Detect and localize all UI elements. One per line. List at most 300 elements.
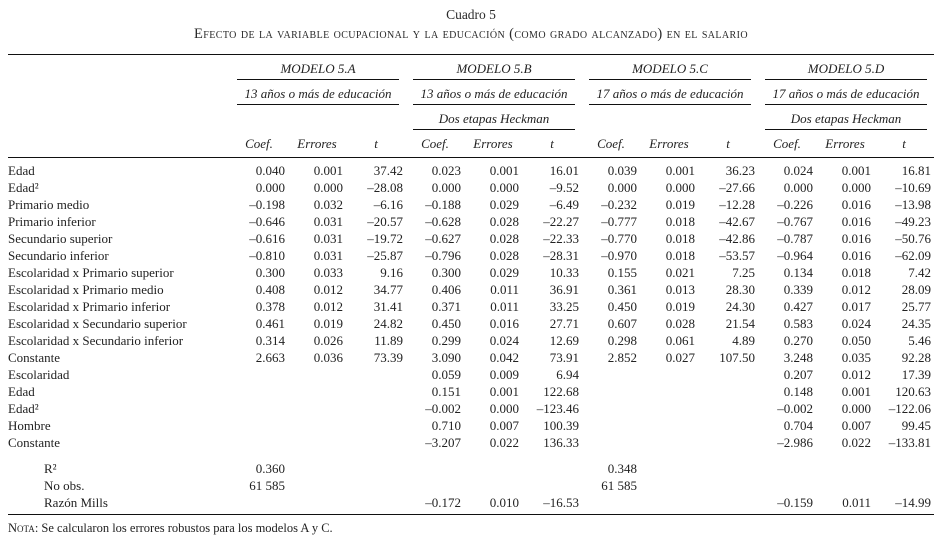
value-cell bbox=[582, 417, 640, 434]
value-cell: 0.408 bbox=[255, 282, 285, 297]
value-cell bbox=[230, 494, 288, 515]
value-cell bbox=[288, 434, 346, 451]
value-cell: 0.000 bbox=[489, 180, 519, 195]
row-label bbox=[8, 451, 230, 460]
value-cell: 0.036 bbox=[313, 350, 343, 365]
value-cell: 0.000 bbox=[431, 180, 461, 195]
value-cell bbox=[758, 460, 816, 477]
value-cell: 0.031 bbox=[313, 248, 343, 263]
coef-header: Coef. bbox=[758, 130, 816, 158]
value-cell bbox=[346, 417, 406, 434]
value-cell: –0.226 bbox=[777, 197, 814, 212]
value-cell: 0.021 bbox=[665, 265, 695, 280]
value-cell bbox=[522, 451, 582, 460]
value-cell: –0.198 bbox=[249, 197, 285, 212]
value-cell bbox=[406, 451, 464, 460]
value-cell: 0.348 bbox=[607, 461, 637, 476]
value-cell bbox=[874, 451, 934, 460]
value-cell bbox=[640, 366, 698, 383]
value-cell: 0.028 bbox=[489, 214, 519, 229]
value-cell bbox=[288, 460, 346, 477]
model-name-row bbox=[8, 55, 934, 81]
row-label: Razón Mills bbox=[8, 494, 230, 515]
errors-header: Errores bbox=[288, 130, 346, 158]
value-cell: 0.001 bbox=[489, 163, 519, 178]
value-cell: 0.059 bbox=[431, 367, 461, 382]
value-cell: –0.616 bbox=[249, 231, 285, 246]
value-cell: 0.000 bbox=[313, 180, 343, 195]
value-cell: 0.450 bbox=[431, 316, 461, 331]
value-cell bbox=[346, 383, 406, 400]
model-b-name: MODELO 5.B bbox=[413, 57, 575, 80]
table-row bbox=[8, 264, 934, 281]
table-row bbox=[8, 332, 934, 349]
value-cell bbox=[230, 400, 288, 417]
value-cell: 25.77 bbox=[901, 299, 932, 314]
value-cell bbox=[698, 417, 758, 434]
value-cell: –27.66 bbox=[719, 180, 756, 195]
value-cell: 7.42 bbox=[908, 265, 932, 280]
value-cell: 0.022 bbox=[489, 435, 519, 450]
value-cell bbox=[522, 477, 582, 494]
table-header bbox=[8, 55, 934, 158]
value-cell: 0.023 bbox=[431, 163, 461, 178]
value-cell: 0.016 bbox=[841, 248, 872, 263]
value-cell: 0.000 bbox=[841, 401, 872, 416]
row-label: Edad² bbox=[8, 401, 39, 416]
value-cell: 0.007 bbox=[841, 418, 872, 433]
value-cell bbox=[698, 477, 758, 494]
value-cell bbox=[230, 366, 288, 383]
row-label: Constante bbox=[8, 350, 60, 365]
value-cell: –3.207 bbox=[425, 435, 461, 450]
row-label: Escolaridad x Primario inferior bbox=[8, 299, 171, 314]
value-cell: –19.72 bbox=[367, 231, 403, 246]
model-b-method: Dos etapas Heckman bbox=[413, 107, 575, 130]
value-cell: 0.583 bbox=[783, 316, 814, 331]
value-cell: 0.300 bbox=[431, 265, 461, 280]
value-cell: 0.028 bbox=[489, 231, 519, 246]
value-cell: 0.010 bbox=[464, 494, 522, 515]
value-cell bbox=[582, 400, 640, 417]
value-cell: 0.000 bbox=[255, 180, 285, 195]
value-cell bbox=[582, 434, 640, 451]
value-cell: 6.94 bbox=[556, 367, 579, 382]
t-header: t bbox=[698, 130, 758, 158]
value-cell: 0.001 bbox=[313, 163, 343, 178]
value-cell bbox=[698, 366, 758, 383]
value-cell: 0.018 bbox=[841, 265, 872, 280]
table-row bbox=[8, 477, 934, 494]
value-cell: –22.27 bbox=[543, 214, 579, 229]
value-cell: 0.042 bbox=[489, 350, 519, 365]
value-cell bbox=[874, 460, 934, 477]
value-cell: –16.53 bbox=[522, 494, 582, 515]
value-cell: –42.67 bbox=[719, 214, 756, 229]
model-b-sample: 13 años o más de educación bbox=[413, 82, 575, 105]
row-label: Hombre bbox=[8, 418, 51, 433]
value-cell: 0.028 bbox=[665, 316, 695, 331]
footnote-text: : Se calcularon los errores robustos para los modelos A y C. bbox=[34, 521, 333, 535]
value-cell: 0.461 bbox=[255, 316, 285, 331]
value-cell: 0.001 bbox=[665, 163, 695, 178]
value-cell: 0.339 bbox=[783, 282, 814, 297]
value-cell: –0.002 bbox=[777, 401, 814, 416]
value-cell: –9.52 bbox=[549, 180, 579, 195]
value-cell: 0.018 bbox=[665, 231, 695, 246]
value-cell: 0.148 bbox=[783, 384, 814, 399]
value-cell: 0.028 bbox=[489, 248, 519, 263]
row-label: Primario medio bbox=[8, 197, 90, 212]
value-cell bbox=[758, 477, 816, 494]
value-cell: 0.300 bbox=[255, 265, 285, 280]
model-a-sample: 13 años o más de educación bbox=[237, 82, 399, 105]
value-cell bbox=[346, 451, 406, 460]
model-d-sample: 17 años o más de educación bbox=[765, 82, 927, 105]
value-cell: 0.029 bbox=[489, 197, 519, 212]
row-label: Secundario inferior bbox=[8, 248, 109, 263]
value-cell: 0.704 bbox=[783, 418, 814, 433]
value-cell: –62.09 bbox=[895, 248, 932, 263]
table-row bbox=[8, 315, 934, 332]
results-table bbox=[8, 54, 934, 515]
row-label: Constante bbox=[8, 435, 60, 450]
value-cell: 16.01 bbox=[549, 163, 579, 178]
value-cell bbox=[816, 477, 874, 494]
table-row bbox=[8, 460, 934, 477]
value-cell bbox=[464, 451, 522, 460]
value-cell: –53.57 bbox=[719, 248, 756, 263]
table-row bbox=[8, 213, 934, 230]
value-cell: 0.710 bbox=[431, 418, 461, 433]
value-cell bbox=[346, 434, 406, 451]
stat-header-row bbox=[8, 130, 934, 158]
value-cell: –0.159 bbox=[758, 494, 816, 515]
value-cell: –0.188 bbox=[425, 197, 461, 212]
value-cell: 0.016 bbox=[841, 214, 872, 229]
model-c-name: MODELO 5.C bbox=[589, 57, 751, 80]
table-row bbox=[8, 281, 934, 298]
value-cell bbox=[346, 366, 406, 383]
value-cell: 120.63 bbox=[895, 384, 932, 399]
value-cell bbox=[640, 434, 698, 451]
value-cell: 136.33 bbox=[543, 435, 579, 450]
value-cell bbox=[346, 494, 406, 515]
value-cell bbox=[288, 477, 346, 494]
value-cell bbox=[816, 451, 874, 460]
coef-header: Coef. bbox=[230, 130, 288, 158]
value-cell: 7.25 bbox=[732, 265, 756, 280]
value-cell bbox=[758, 451, 816, 460]
value-cell: 0.024 bbox=[841, 316, 872, 331]
value-cell: 0.040 bbox=[255, 163, 285, 178]
value-cell: 0.151 bbox=[431, 384, 461, 399]
errors-header: Errores bbox=[464, 130, 522, 158]
value-cell: 0.019 bbox=[665, 299, 695, 314]
value-cell: 36.91 bbox=[549, 282, 579, 297]
value-cell: 0.001 bbox=[489, 384, 519, 399]
value-cell bbox=[698, 494, 758, 515]
value-cell bbox=[230, 383, 288, 400]
value-cell bbox=[582, 383, 640, 400]
value-cell bbox=[640, 383, 698, 400]
value-cell: 36.23 bbox=[725, 163, 756, 178]
row-label: Escolaridad x Primario superior bbox=[8, 265, 174, 280]
value-cell: 0.001 bbox=[841, 163, 872, 178]
value-cell: 0.019 bbox=[313, 316, 343, 331]
value-cell: –12.28 bbox=[719, 197, 756, 212]
value-cell: –122.06 bbox=[888, 401, 932, 416]
value-cell: –0.810 bbox=[249, 248, 285, 263]
value-cell: 122.68 bbox=[543, 384, 579, 399]
table-row bbox=[8, 417, 934, 434]
value-cell: 3.248 bbox=[783, 350, 814, 365]
value-cell: 0.009 bbox=[489, 367, 519, 382]
spacer-row bbox=[8, 451, 934, 460]
value-cell: –0.628 bbox=[425, 214, 461, 229]
value-cell bbox=[406, 477, 464, 494]
value-cell: –6.16 bbox=[373, 197, 403, 212]
value-cell: 0.000 bbox=[607, 180, 637, 195]
row-label: Primario inferior bbox=[8, 214, 96, 229]
t-header: t bbox=[346, 130, 406, 158]
value-cell: 0.427 bbox=[783, 299, 814, 314]
value-cell: 24.30 bbox=[725, 299, 756, 314]
row-label: Escolaridad bbox=[8, 367, 70, 382]
table-row bbox=[8, 196, 934, 213]
value-cell: 12.69 bbox=[549, 333, 579, 348]
value-cell: –0.172 bbox=[406, 494, 464, 515]
value-cell bbox=[640, 417, 698, 434]
value-cell: –123.46 bbox=[536, 401, 579, 416]
value-cell: 10.33 bbox=[549, 265, 579, 280]
value-cell: 5.46 bbox=[908, 333, 932, 348]
row-label: Secundario superior bbox=[8, 231, 113, 246]
value-cell bbox=[640, 494, 698, 515]
table-row bbox=[8, 434, 934, 451]
value-cell: 0.018 bbox=[665, 214, 695, 229]
value-cell: 0.012 bbox=[841, 367, 872, 382]
value-cell: –28.31 bbox=[543, 248, 579, 263]
footnote-label: Nota bbox=[8, 521, 35, 535]
value-cell: –25.87 bbox=[367, 248, 403, 263]
value-cell: 0.406 bbox=[431, 282, 461, 297]
table-row bbox=[8, 349, 934, 366]
value-cell bbox=[522, 460, 582, 477]
value-cell: 0.026 bbox=[313, 333, 343, 348]
value-cell: –50.76 bbox=[895, 231, 932, 246]
row-label: Escolaridad x Primario medio bbox=[8, 282, 164, 297]
value-cell: –0.627 bbox=[425, 231, 461, 246]
value-cell: –0.002 bbox=[425, 401, 461, 416]
value-cell: 0.361 bbox=[607, 282, 637, 297]
value-cell: 17.39 bbox=[901, 367, 932, 382]
value-cell: 0.017 bbox=[841, 299, 872, 314]
value-cell: 0.012 bbox=[313, 282, 343, 297]
value-cell: 0.012 bbox=[841, 282, 872, 297]
value-cell: 0.022 bbox=[841, 435, 872, 450]
value-cell: 2.663 bbox=[255, 350, 285, 365]
value-cell: 34.77 bbox=[373, 282, 403, 297]
value-cell: 28.09 bbox=[901, 282, 932, 297]
value-cell: 21.54 bbox=[725, 316, 756, 331]
value-cell: 0.007 bbox=[489, 418, 519, 433]
value-cell: 0.001 bbox=[841, 384, 872, 399]
value-cell bbox=[464, 460, 522, 477]
value-cell: 100.39 bbox=[543, 418, 579, 433]
value-cell: 61 585 bbox=[601, 478, 637, 493]
value-cell: 24.82 bbox=[373, 316, 403, 331]
value-cell bbox=[698, 400, 758, 417]
value-cell bbox=[640, 400, 698, 417]
value-cell: 0.360 bbox=[255, 461, 285, 476]
t-header: t bbox=[522, 130, 582, 158]
value-cell: –133.81 bbox=[888, 435, 932, 450]
value-cell: 0.298 bbox=[607, 333, 637, 348]
value-cell: 61 585 bbox=[249, 478, 285, 493]
table-row bbox=[8, 383, 934, 400]
value-cell: 24.35 bbox=[901, 316, 932, 331]
value-cell: 0.000 bbox=[841, 180, 872, 195]
value-cell bbox=[582, 451, 640, 460]
table-number: Cuadro 5 bbox=[446, 7, 496, 22]
value-cell: 99.45 bbox=[901, 418, 932, 433]
model-d-name: MODELO 5.D bbox=[765, 57, 927, 80]
value-cell: 31.41 bbox=[373, 299, 403, 314]
value-cell: 28.30 bbox=[725, 282, 756, 297]
value-cell: 33.25 bbox=[549, 299, 579, 314]
value-cell bbox=[288, 366, 346, 383]
value-cell bbox=[230, 434, 288, 451]
value-cell bbox=[288, 417, 346, 434]
value-cell: 0.000 bbox=[665, 180, 695, 195]
value-cell: –0.964 bbox=[777, 248, 814, 263]
row-label: Escolaridad x Secundario inferior bbox=[8, 333, 184, 348]
value-cell: 0.032 bbox=[313, 197, 343, 212]
footnote bbox=[8, 521, 934, 536]
value-cell bbox=[288, 383, 346, 400]
table-row bbox=[8, 298, 934, 315]
value-cell: 0.035 bbox=[841, 350, 872, 365]
value-cell bbox=[698, 451, 758, 460]
table-row bbox=[8, 230, 934, 247]
table-row bbox=[8, 366, 934, 383]
value-cell: 2.852 bbox=[607, 350, 637, 365]
value-cell: –0.787 bbox=[777, 231, 814, 246]
value-cell: 0.314 bbox=[255, 333, 285, 348]
value-cell: 0.016 bbox=[489, 316, 519, 331]
value-cell: 73.91 bbox=[549, 350, 579, 365]
row-label: No obs. bbox=[44, 478, 85, 493]
table-body bbox=[8, 158, 934, 515]
value-cell bbox=[582, 366, 640, 383]
value-cell: –28.08 bbox=[367, 180, 403, 195]
value-cell: 0.000 bbox=[489, 401, 519, 416]
value-cell: –10.69 bbox=[895, 180, 932, 195]
value-cell bbox=[698, 460, 758, 477]
table-row bbox=[8, 158, 934, 180]
value-cell: –0.770 bbox=[601, 231, 637, 246]
coef-header: Coef. bbox=[582, 130, 640, 158]
value-cell: 0.371 bbox=[431, 299, 461, 314]
value-cell bbox=[346, 460, 406, 477]
row-label: Edad² bbox=[8, 180, 39, 195]
value-cell: 0.012 bbox=[313, 299, 343, 314]
value-cell: –0.777 bbox=[601, 214, 637, 229]
value-cell: –0.646 bbox=[249, 214, 285, 229]
value-cell: 0.207 bbox=[783, 367, 814, 382]
value-cell: –0.232 bbox=[601, 197, 637, 212]
value-cell bbox=[640, 477, 698, 494]
table-row bbox=[8, 179, 934, 196]
value-cell: 0.024 bbox=[783, 163, 814, 178]
row-label: Edad bbox=[8, 163, 35, 178]
value-cell: 0.027 bbox=[665, 350, 695, 365]
value-cell: –14.99 bbox=[874, 494, 934, 515]
value-cell bbox=[698, 434, 758, 451]
value-cell: 107.50 bbox=[719, 350, 756, 365]
value-cell bbox=[640, 451, 698, 460]
value-cell bbox=[288, 494, 346, 515]
value-cell: –13.98 bbox=[895, 197, 932, 212]
value-cell: 0.033 bbox=[313, 265, 343, 280]
value-cell: 73.39 bbox=[373, 350, 403, 365]
value-cell bbox=[816, 460, 874, 477]
value-cell: 0.031 bbox=[313, 214, 343, 229]
value-cell: 0.016 bbox=[841, 197, 872, 212]
value-cell: 27.71 bbox=[549, 316, 579, 331]
t-header: t bbox=[874, 130, 934, 158]
table-title: Efecto de la variable ocupacional y la educación (como grado alcanzado) en el salario bbox=[194, 26, 748, 42]
value-cell: 0.039 bbox=[607, 163, 637, 178]
value-cell: 0.031 bbox=[313, 231, 343, 246]
value-cell: 92.28 bbox=[901, 350, 932, 365]
value-cell bbox=[874, 477, 934, 494]
value-cell bbox=[640, 460, 698, 477]
value-cell: –2.986 bbox=[777, 435, 814, 450]
value-cell: 0.000 bbox=[783, 180, 814, 195]
value-cell: –0.970 bbox=[601, 248, 637, 263]
value-cell: 0.450 bbox=[607, 299, 637, 314]
coef-header: Coef. bbox=[406, 130, 464, 158]
value-cell: 0.061 bbox=[665, 333, 695, 348]
value-cell: –42.86 bbox=[719, 231, 756, 246]
model-sample-row bbox=[8, 80, 934, 105]
value-cell bbox=[346, 400, 406, 417]
value-cell: 9.16 bbox=[380, 265, 403, 280]
model-method-row bbox=[8, 105, 934, 130]
value-cell bbox=[230, 451, 288, 460]
value-cell: 0.016 bbox=[841, 231, 872, 246]
value-cell: 11.89 bbox=[374, 333, 403, 348]
model-d-method: Dos etapas Heckman bbox=[765, 107, 927, 130]
row-label: R² bbox=[44, 461, 57, 476]
value-cell: –0.796 bbox=[425, 248, 461, 263]
model-a-name: MODELO 5.A bbox=[237, 57, 399, 80]
value-cell: 0.019 bbox=[665, 197, 695, 212]
value-cell: 16.81 bbox=[901, 163, 932, 178]
value-cell: –49.23 bbox=[895, 214, 932, 229]
value-cell bbox=[406, 460, 464, 477]
table-row bbox=[8, 400, 934, 417]
value-cell bbox=[288, 400, 346, 417]
value-cell bbox=[582, 494, 640, 515]
value-cell: 0.607 bbox=[607, 316, 637, 331]
value-cell: –22.33 bbox=[543, 231, 579, 246]
value-cell: 0.378 bbox=[255, 299, 285, 314]
value-cell: –20.57 bbox=[367, 214, 403, 229]
value-cell: 0.013 bbox=[665, 282, 695, 297]
